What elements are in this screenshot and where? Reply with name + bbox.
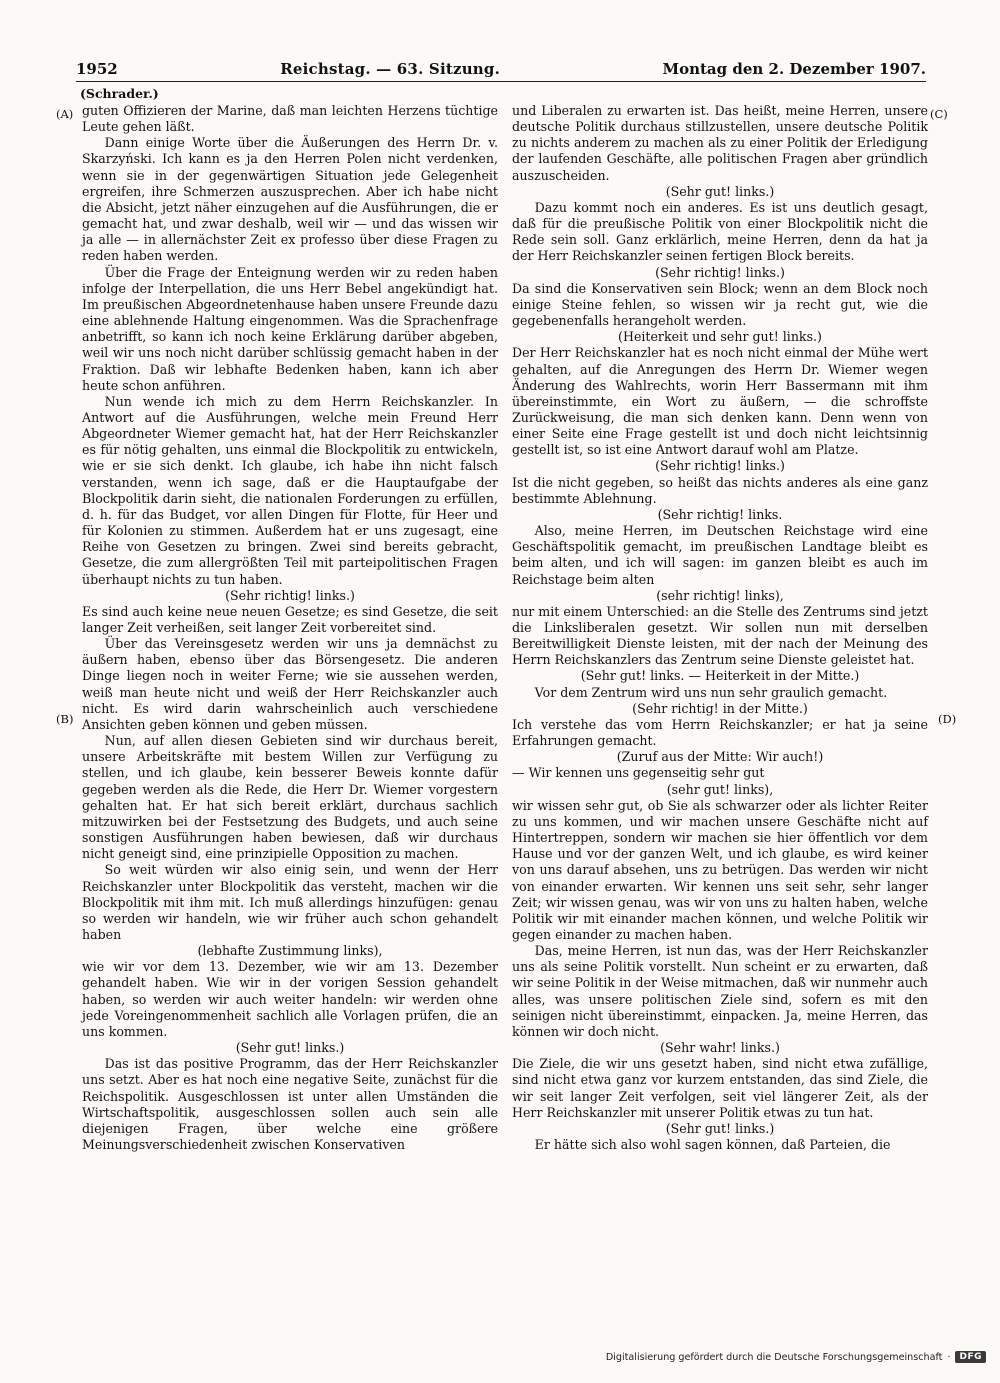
- applause-note: (Sehr wahr! links.): [660, 1040, 780, 1056]
- applause-note: (sehr gut! links),: [666, 781, 774, 797]
- page-title: Reichstag. — 63. Sitzung.: [280, 60, 501, 78]
- paragraph: Über das Vereinsgesetz werden wir uns ja demnächst zu äußern haben, ebenso über das Börsengesetz. Die anderen Dinge liegen noch in weiter Ferne; wie sie aussehen werden, weiß man heute nicht und weiß der Herr Reichskanzler auch nicht. Es wird darin wahrscheinlich auch verschiedene Ansichten geben können und geben müssen.: [82, 636, 498, 732]
- header-divider: [76, 81, 926, 82]
- applause-note: (Sehr richtig! in der Mitte.): [632, 700, 808, 716]
- right-text-column: [512, 103, 928, 1153]
- margin-mark-d: (D): [938, 712, 957, 726]
- paragraph: Ich verstehe das vom Herrn Reichskanzler; er hat ja seine Erfahrungen gemacht.: [512, 716, 928, 749]
- paragraph: wir wissen sehr gut, ob Sie als schwarzer oder als lichter Reiter zu uns kommen, und wir machen unsere Geschäfte nicht auf Hintertreppen, sondern wir machen sie hier öffentlich vor dem Hause und vor der ganzen Welt, und ich glaube, es wird keiner von uns darauf absehen, uns zu betrügen. Das werden wir nicht von einander erwarten. Wir kennen uns seit sehr, sehr langer Zeit; wir wissen genau, was wir von uns zu halten haben, welche Politik wir mit einander machen können, und welche Politik wir gegen einander zu machen haben.: [512, 797, 928, 942]
- page-number: 1952: [76, 60, 118, 78]
- applause-note: (lebhafte Zustimmung links),: [197, 943, 383, 959]
- dfg-logo: DFG: [955, 1351, 986, 1363]
- paragraph: nur mit einem Unterschied: an die Stelle des Zentrums sind jetzt die Linksliberalen gesetzt. Wir sollen nun mit derselben Bereitwilligkeit Dienste leisten, mit der nach der Meinung des Herrn Reichskanzlers das Zentrum seine Dienste geleistet hat.: [512, 603, 928, 668]
- footer-credit: [606, 1351, 986, 1363]
- paragraph: wie wir vor dem 13. Dezember, wie wir am 13. Dezember gehandelt haben. Wie wir in der vorigen Session gehandelt haben, so werden wir auch weiter handeln: wir werden ohne jede Voreingenommenheit sachlich alle Vorlagen prüfen, die an uns kommen.: [82, 959, 498, 1039]
- applause-note: (Sehr richtig! links.): [225, 587, 355, 603]
- session-date: Montag den 2. Dezember 1907.: [662, 60, 926, 78]
- paragraph: guten Offizieren der Marine, daß man leichten Herzens tüchtige Leute gehen läßt.: [82, 103, 498, 135]
- speaker-name: (Schrader.): [80, 86, 159, 101]
- paragraph: Über die Frage der Enteignung werden wir zu reden haben infolge der Interpellation, die uns Herr Bebel angekündigt hat. Im preußischen Abgeordnetenhause haben unsere Freunde dazu eine ablehnende Haltung eingenommen. Was die Sprachenfrage anbetrifft, so kann ich noch keine Erklärung darüber abgeben, weil wir uns noch nicht darüber schlüssig gemacht haben in der Fraktion. Daß wir lebhafte Bedenken haben, kann ich aber heute schon anführen.: [82, 264, 498, 393]
- applause-note: (Sehr richtig! links.: [657, 506, 783, 522]
- applause-note: (Sehr gut! links. — Heiterkeit in der Mitte.): [580, 668, 860, 684]
- paragraph: Dazu kommt noch ein anderes. Es ist uns deutlich gesagt, daß für die preußische Politik von einer Blockpolitik nicht die Rede sein soll. Ganz erklärlich, meine Herren, denn da hat ja der Herr Reichskanzler seinen fertigen Block bereits.: [512, 199, 928, 264]
- applause-note: (sehr richtig! links),: [656, 587, 784, 603]
- paragraph: Der Herr Reichskanzler hat es noch nicht einmal der Mühe wert gehalten, auf die Anregungen des Herrn Dr. Wiemer wegen Änderung des Wahlrechts, worin Herr Bassermann mit ihm übereinstimmte, ein Wort zu äußern, — die schroffste Zurückweisung, die man sich denken kann. Denn wenn von einer Seite eine Frage gestellt ist und doch nicht leichtsinnig gestellt ist, so ist eine Antwort darauf wohl am Platze.: [512, 345, 928, 458]
- paragraph: So weit würden wir also einig sein, und wenn der Herr Reichskanzler unter Blockpolitik das versteht, machen wir die Blockpolitik mit ihm mit. Ich muß allerdings hinzufügen: genau so werden wir handeln, wie wir früher auch schon gehandelt haben: [82, 862, 498, 942]
- paragraph: Die Ziele, die wir uns gesetzt haben, sind nicht etwa zufällige, sind nicht etwa ganz vor kurzem entstanden, das sind Ziele, die wir seit langer Zeit verfolgen, seit viel längerer Zeit, als der Herr Reichskanzler mit unserer Politik etwas zu tun hat.: [512, 1056, 928, 1120]
- paragraph: Vor dem Zentrum wird uns nun sehr graulich gemacht.: [534, 684, 888, 700]
- paragraph: Also, meine Herren, im Deutschen Reichstage wird eine Geschäftspolitik gemacht, im preußischen Landtage bleibt es beim alten, und ich will sagen: im ganzen bleibt es auch im Reichstage beim alten: [512, 523, 928, 587]
- paragraph: und Liberalen zu erwarten ist. Das heißt, meine Herren, unsere deutsche Politik durchaus stillzustellen, unsere deutsche Politik zu nichts anderem zu machen als zu einer Politik der Erledigung der laufenden Geschäfte, alle politischen Fragen aber gründlich auszuscheiden.: [512, 103, 928, 183]
- paragraph: Das, meine Herren, ist nun das, was der Herr Reichskanzler uns als seine Politik vorstellt. Nun scheint er zu erwarten, daß wir seine Politik in der Weise mitmachen, daß wir nunmehr auch alles, was unsere politischen Ziele sind, sofern es mit den seinigen nicht übereinstimmt, einpacken. Ja, meine Herren, das können wir doch nicht.: [512, 943, 928, 1039]
- applause-note: (Sehr gut! links.): [665, 183, 775, 199]
- paragraph: Dann einige Worte über die Äußerungen des Herrn Dr. v. Skarzyński. Ich kann es ja den Herren Polen nicht verdenken, wenn sie in der gegenwärtigen Situation jede Gelegenheit ergreifen, ihre Schmerzen auszusprechen. Aber ich habe nicht die Absicht, jetzt näher einzugehen auf die Ausführungen, die er gemacht hat, und zwar deshalb, weil wir — und das wissen wir ja alle — in allernächster Zeit ex professo über diese Fragen zu reden haben werden.: [82, 135, 498, 264]
- applause-note: (Sehr richtig! links.): [655, 264, 785, 280]
- margin-mark-c: (C): [930, 107, 948, 121]
- paragraph: Das ist das positive Programm, das der Herr Reichskanzler uns setzt. Aber es hat noch eine negative Seite, zunächst für die Reichspolitik. Ausgeschlossen ist unter allen Umständen die Wirtschaftspolitik, ausgeschlossen sollen auch sein alle diejenigen Fragen, über welche eine größere Meinungsverschiedenheit zwischen Konservativen: [82, 1056, 498, 1152]
- margin-mark-b: (B): [56, 712, 74, 726]
- paragraph: Er hätte sich also wohl sagen können, daß Parteien, die: [534, 1137, 891, 1152]
- paragraph: Es sind auch keine neue neuen Gesetze; es sind Gesetze, die seit langer Zeit verheißen, seit langer Zeit vorbereitet sind.: [82, 603, 498, 635]
- applause-note: (Sehr gut! links.): [665, 1120, 775, 1136]
- footer-separator: ·: [947, 1351, 951, 1363]
- paragraph: Nun wende ich mich zu dem Herrn Reichskanzler. In Antwort auf die Ausführungen, welche mein Freund Herr Abgeordneter Wiemer gemacht hat, hat der Herr Reichskanzler es für nötig gehalten, uns einmal die Blockpolitik zu entwickeln, wie er sie sich denkt. Ich glaube, ich habe ihn nicht falsch verstanden, wenn ich sage, daß er die Hauptaufgabe der Blockpolitik darin sieht, die nationalen Forderungen zu erfüllen, d. h. für das Budget, vor allen Dingen für Flotte, für Heer und für Kolonien zu stimmen. Außerdem hat er uns zugesagt, eine Reihe von Gesetzen zu bringen. Zwei sind bereits gebracht, Gesetze, die zum allergrößten Teil mit parteipolitischen Fragen überhaupt nichts zu tun haben.: [82, 393, 498, 587]
- paragraph: — Wir kennen uns gegenseitig sehr gut: [512, 765, 765, 781]
- applause-note: (Zuruf aus der Mitte: Wir auch!): [616, 749, 824, 765]
- applause-note: (Sehr richtig! links.): [655, 458, 785, 474]
- paragraph: Ist die nicht gegeben, so heißt das nichts anderes als eine ganz bestimmte Ablehnung.: [512, 474, 928, 506]
- footer-text: Digitalisierung gefördert durch die Deutsche Forschungsgemeinschaft: [605, 1351, 943, 1363]
- applause-note: (Sehr gut! links.): [235, 1040, 345, 1056]
- applause-note: (Heiterkeit und sehr gut! links.): [618, 329, 822, 345]
- page-header: [76, 60, 926, 78]
- paragraph: Da sind die Konservativen sein Block; wenn an dem Block noch einige Steine fehlen, so wissen wir ja recht gut, wie die gegebenenfalls herangeholt werden.: [512, 280, 928, 329]
- margin-mark-a: (A): [56, 107, 74, 121]
- left-text-column: [82, 103, 498, 1153]
- paragraph: Nun, auf allen diesen Gebieten sind wir durchaus bereit, unsere Arbeitskräfte mit bestem Willen zur Verfügung zu stellen, und ich glaube, kein besserer Beweis konnte dafür gegeben werden als die Rede, die Herr Dr. Wiemer vorgestern gehalten hat. Er hat sich bereit erklärt, durchaus sachlich mitzuwirken bei der Festsetzung des Budgets, und auch seine sonstigen Ausführungen haben bewiesen, daß wir durchaus nicht geneigt sind, eine prinzipielle Opposition zu machen.: [82, 733, 498, 862]
